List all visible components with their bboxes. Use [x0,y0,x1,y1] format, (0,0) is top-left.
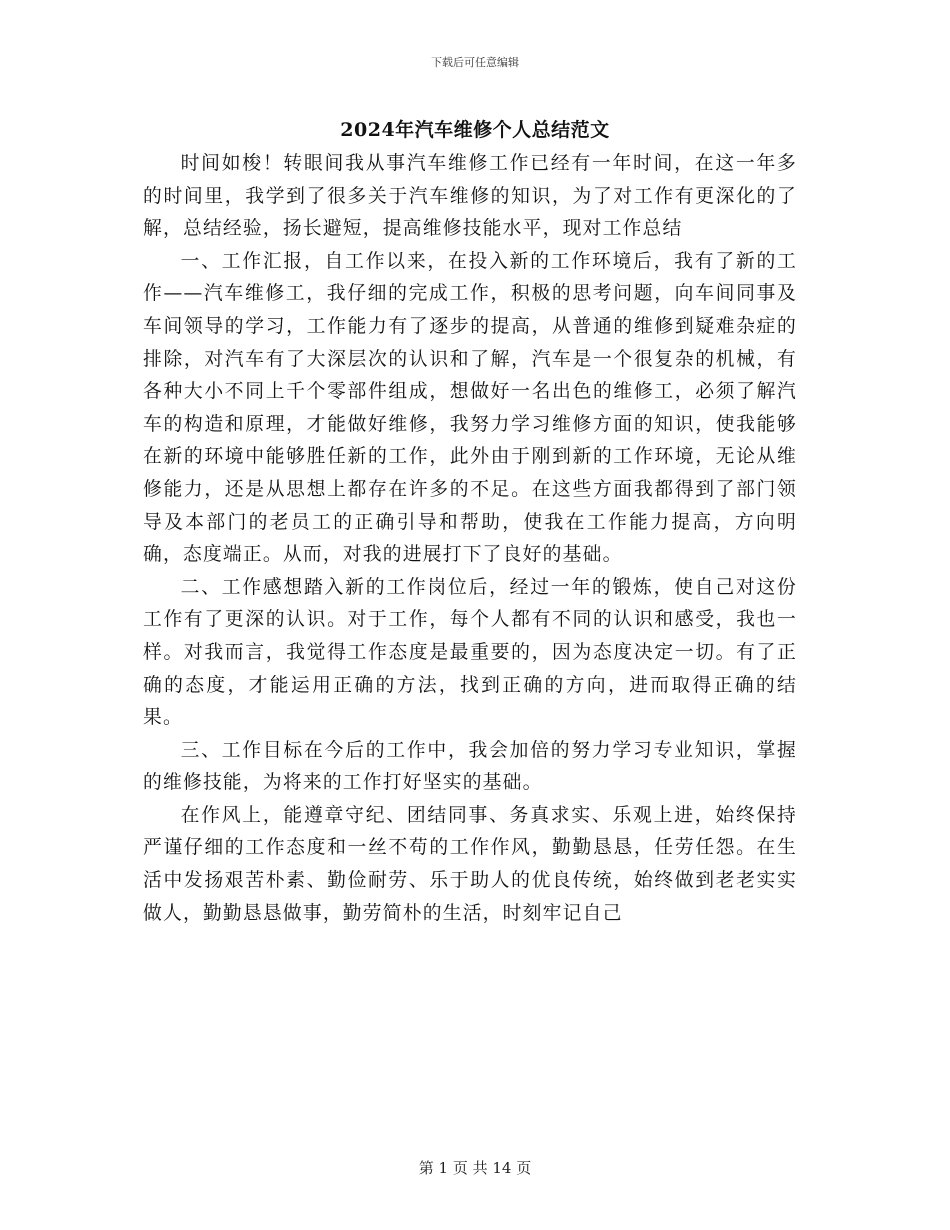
paragraph-work-report: 一、工作汇报，自工作以来，在投入新的工作环境后，我有了新的工作——汽车维修工，我仔细的完成工作，积极的思考问题，向车间同事及车间领导的学习，工作能力有了逐步的提高，从普通的维修到疑难杂症的排除，对汽车有了大深层次的认识和了解，汽车是一个很复杂的机械，有各种大小不同上千个零部件组成，想做好一名出色的维修工，必须了解汽车的构造和原理，才能做好维修，我努力学习维修方面的知识，使我能够在新的环境中能够胜任新的工作，此外由于刚到新的工作环境，无论从维修能力，还是从思想上都存在许多的不足。在这些方面我都得到了部门领导及本部门的老员工的正确引导和帮助，使我在工作能力提高，方向明确，态度端正。从而，对我的进展打下了良好的基础。 [143,250,797,566]
paragraph-intro: 时间如梭！转眼间我从事汽车维修工作已经有一年时间，在这一年多的时间里，我学到了很多关于汽车维修的知识，为了对工作有更深化的了解，总结经验，扬长避短，提高维修技能水平，现对工作总结 [143,153,797,240]
paragraph-work-goals: 三、工作目标在今后的工作中，我会加倍的努力学习专业知识，掌握的维修技能，为将来的工作打好坚实的基础。 [143,739,797,794]
page-number: 第 1 页 共 14 页 [418,1159,532,1177]
document-title: 2024年汽车维修个人总结范文 [340,119,610,141]
paragraph-work-reflection: 二、工作感想踏入新的工作岗位后，经过一年的锻炼，使自己对这份工作有了更深的认识。对于工作，每个人都有不同的认识和感受，我也一样。对我而言，我觉得工作态度是最重要的，因为态度决定一切。有了正确的态度，才能运用正确的方法，找到正确的方向，进而取得正确的结果。 [143,576,797,729]
paragraph-work-style: 在作风上，能遵章守纪、团结同事、务真求实、乐观上进，始终保持严谨仔细的工作态度和一丝不苟的工作作风，勤勤恳恳，任劳任怨。在生活中发扬艰苦朴素、勤俭耐劳、乐于助人的优良传统，始终做到老老实实做人，勤勤恳恳做事，勤劳简朴的生活，时刻牢记自己 [143,804,797,924]
header-note: 下载后可任意编辑 [431,56,519,69]
document-body [143,148,797,930]
